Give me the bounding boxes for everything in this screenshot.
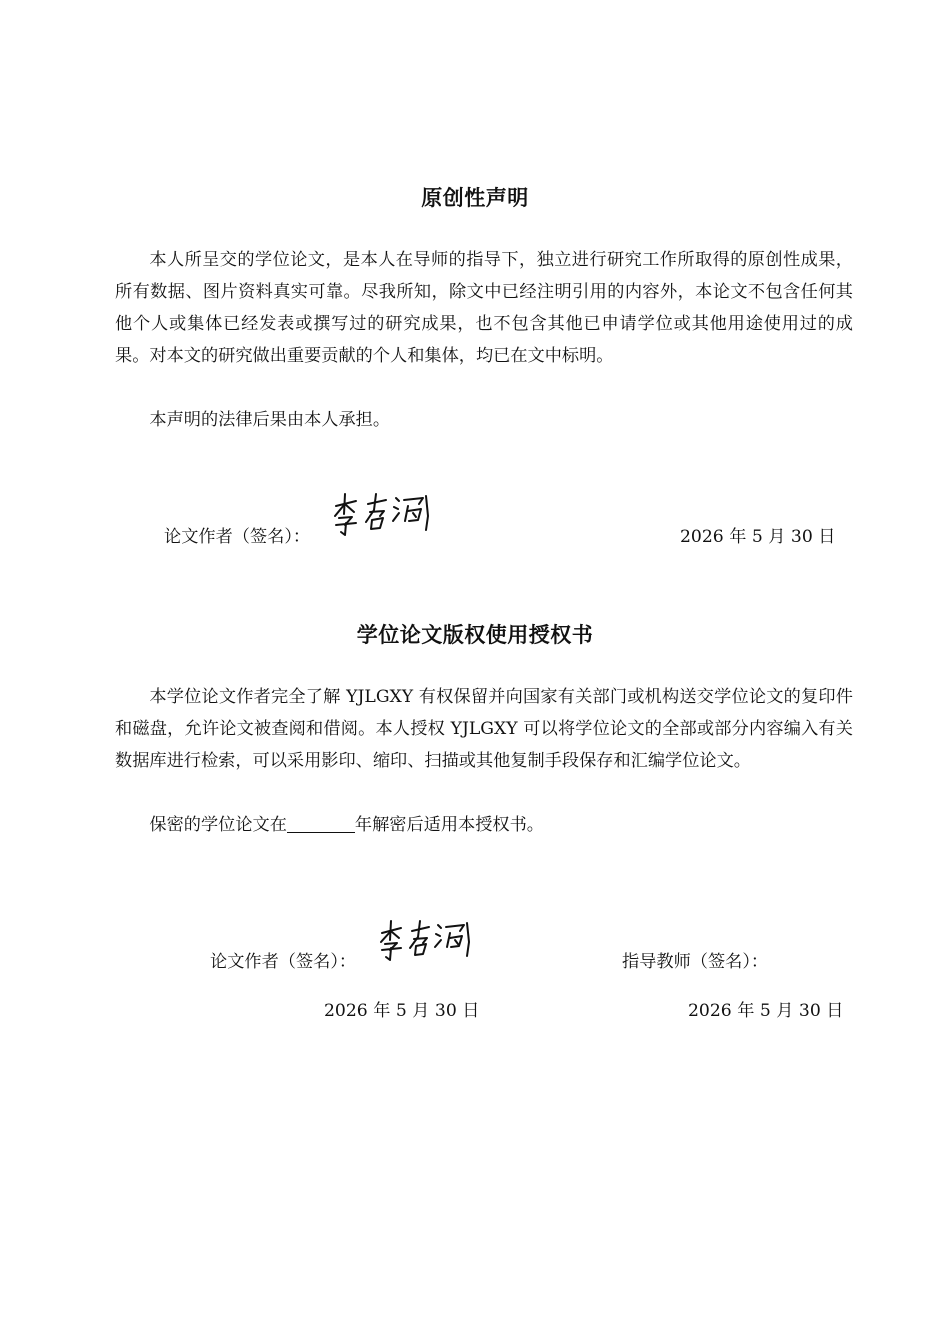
authorization-author-date: 2026 年 5 月 30 日 — [324, 1001, 480, 1021]
advisor-signature-label: 指导教师（签名）： — [622, 952, 769, 972]
originality-title: 原创性声明 — [421, 186, 529, 210]
authorization-paragraph: 本学位论文作者完全了解 YJLGXY 有权保留并向国家有关部门或机构送交学位论文的复印件和磁盘，允许论文被查阅和借阅。本人授权 YJLGXY 可以将学位论文的全部或部分内容编入有关数据库进行检索，可以采用影印、缩印、扫描或其他复制手段保存和汇编学位论文。 — [115, 687, 853, 771]
originality-date: 2026 年 5 月 30 日 — [680, 527, 836, 547]
confidential-paragraph — [115, 809, 853, 841]
authorization-author-signature-image — [376, 918, 476, 966]
originality-paragraph: 本人所呈交的学位论文，是本人在导师的指导下，独立进行研究工作所取得的原创性成果，所有数据、图片资料真实可靠。尽我所知，除文中已经注明引用的内容外，本论文不包含任何其他个人或集体已经发表或撰写过的研究成果，也不包含其他已申请学位或其他用途使用过的成果。对本文的研究做出重要贡献的个人和集体，均已在文中标明。 — [115, 250, 853, 366]
authorization-title: 学位论文版权使用授权书 — [356, 623, 594, 647]
legal-statement-paragraph: 本声明的法律后果由本人承担。 — [149, 410, 391, 430]
advisor-date: 2026 年 5 月 30 日 — [688, 1001, 844, 1021]
authorization-author-label: 论文作者（签名）： — [210, 952, 357, 972]
author-signature-label: 论文作者（签名）： — [164, 527, 311, 547]
confidential-suffix: 年解密后适用本授权书。 — [354, 815, 544, 835]
confidential-prefix: 保密的学位论文在 — [149, 815, 287, 835]
confidential-years-blank — [287, 814, 355, 833]
author-signature-image — [330, 490, 438, 540]
